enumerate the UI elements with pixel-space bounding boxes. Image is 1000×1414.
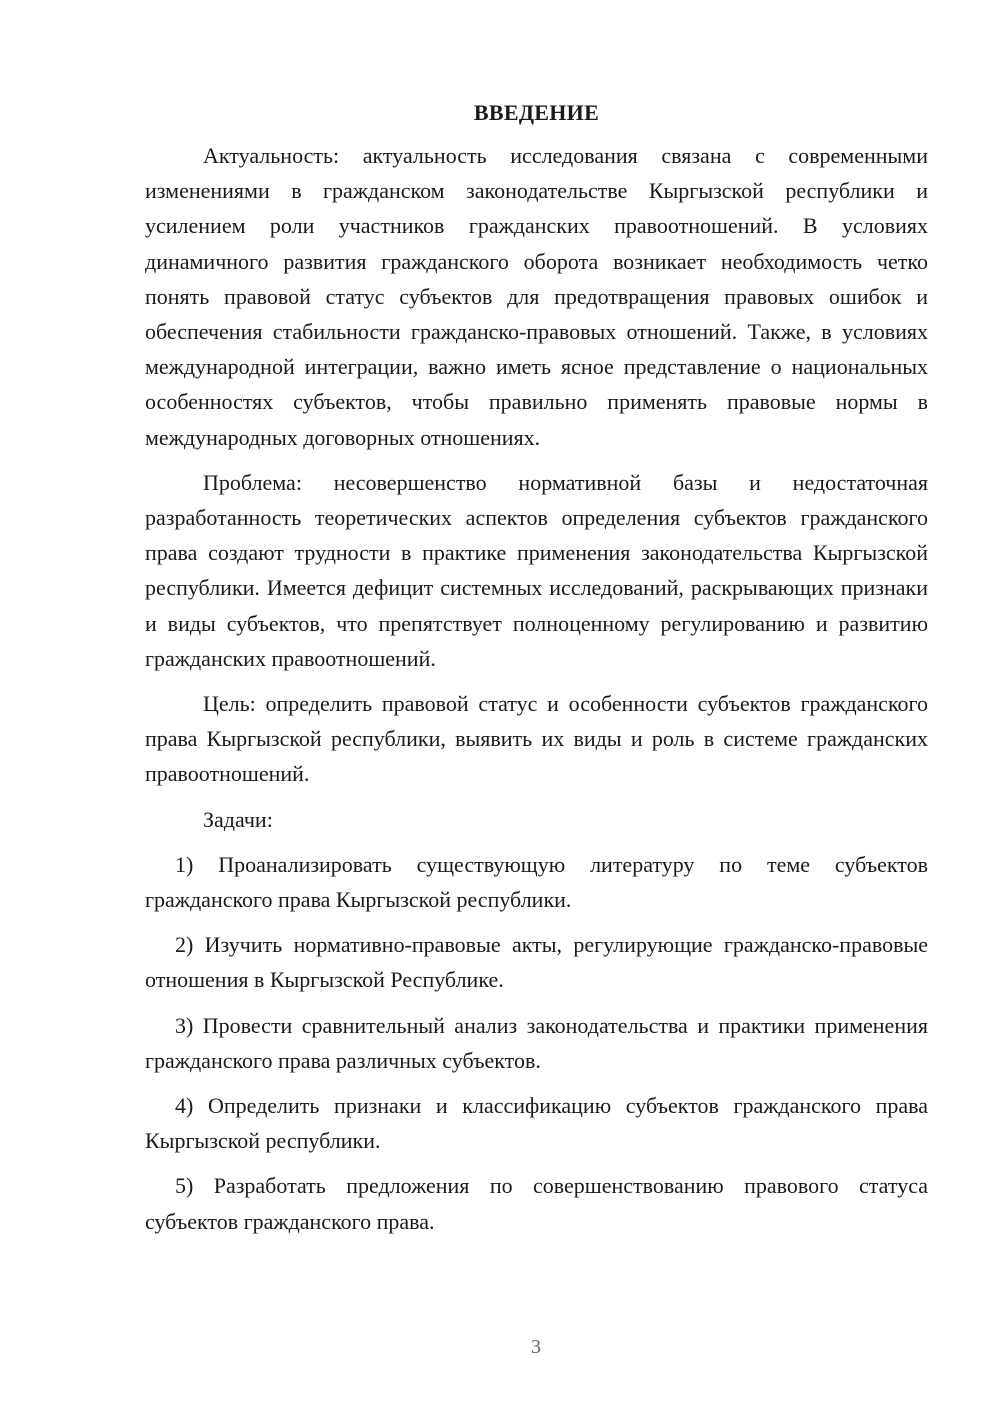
paragraph-relevance: Актуальность: актуальность исследования связана с современными изменениями в гражданском законодательстве Кыргызской республики и усилением роли участников гражданских правоотношений. В условиях динамичного развития гражданского оборота возникает необходимость четко понять правовой статус субъектов для предотвращения правовых ошибок и обеспечения стабильности гражданско-правовых отношений. Также, в условиях международной интеграции, важно иметь ясное представление о национальных особенностях субъектов, чтобы правильно применять правовые нормы в международных договорных отношениях.	[145, 143, 928, 450]
section-heading: ВВЕДЕНИЕ	[473, 100, 600, 125]
task-item: 2) Изучить нормативно-правовые акты, регулирующие гражданско-правовые отношения в Кыргызской Республике.	[145, 932, 928, 993]
task-item: 5) Разработать предложения по совершенствованию правового статуса субъектов гражданского права.	[145, 1173, 928, 1234]
task-item: 1) Проанализировать существующую литературу по теме субъектов гражданского права Кыргызской республики.	[145, 851, 928, 913]
page-number: 3	[531, 1336, 541, 1358]
page-content	[145, 95, 928, 1249]
paragraph-goal: Цель: определить правовой статус и особенности субъектов гражданского права Кыргызской республики, выявить их виды и роль в системе гражданских правоотношений.	[145, 691, 928, 787]
task-item: 4) Определить признаки и классификацию субъектов гражданского права Кыргызской республики.	[145, 1093, 928, 1154]
task-item: 3) Провести сравнительный анализ законодательства и практики применения гражданского права различных субъектов.	[145, 1012, 928, 1073]
tasks-label: Задачи:	[203, 806, 273, 832]
paragraph-problem: Проблема: несовершенство нормативной базы и недостаточная разработанность теоретических аспектов определения субъектов гражданского права создают трудности в практике применения законодательства Кыргызской республики. Имеется дефицит системных исследований, раскрывающих признаки и виды субъектов, что препятствует полноценному регулированию и развитию гражданских правоотношений.	[145, 469, 928, 671]
